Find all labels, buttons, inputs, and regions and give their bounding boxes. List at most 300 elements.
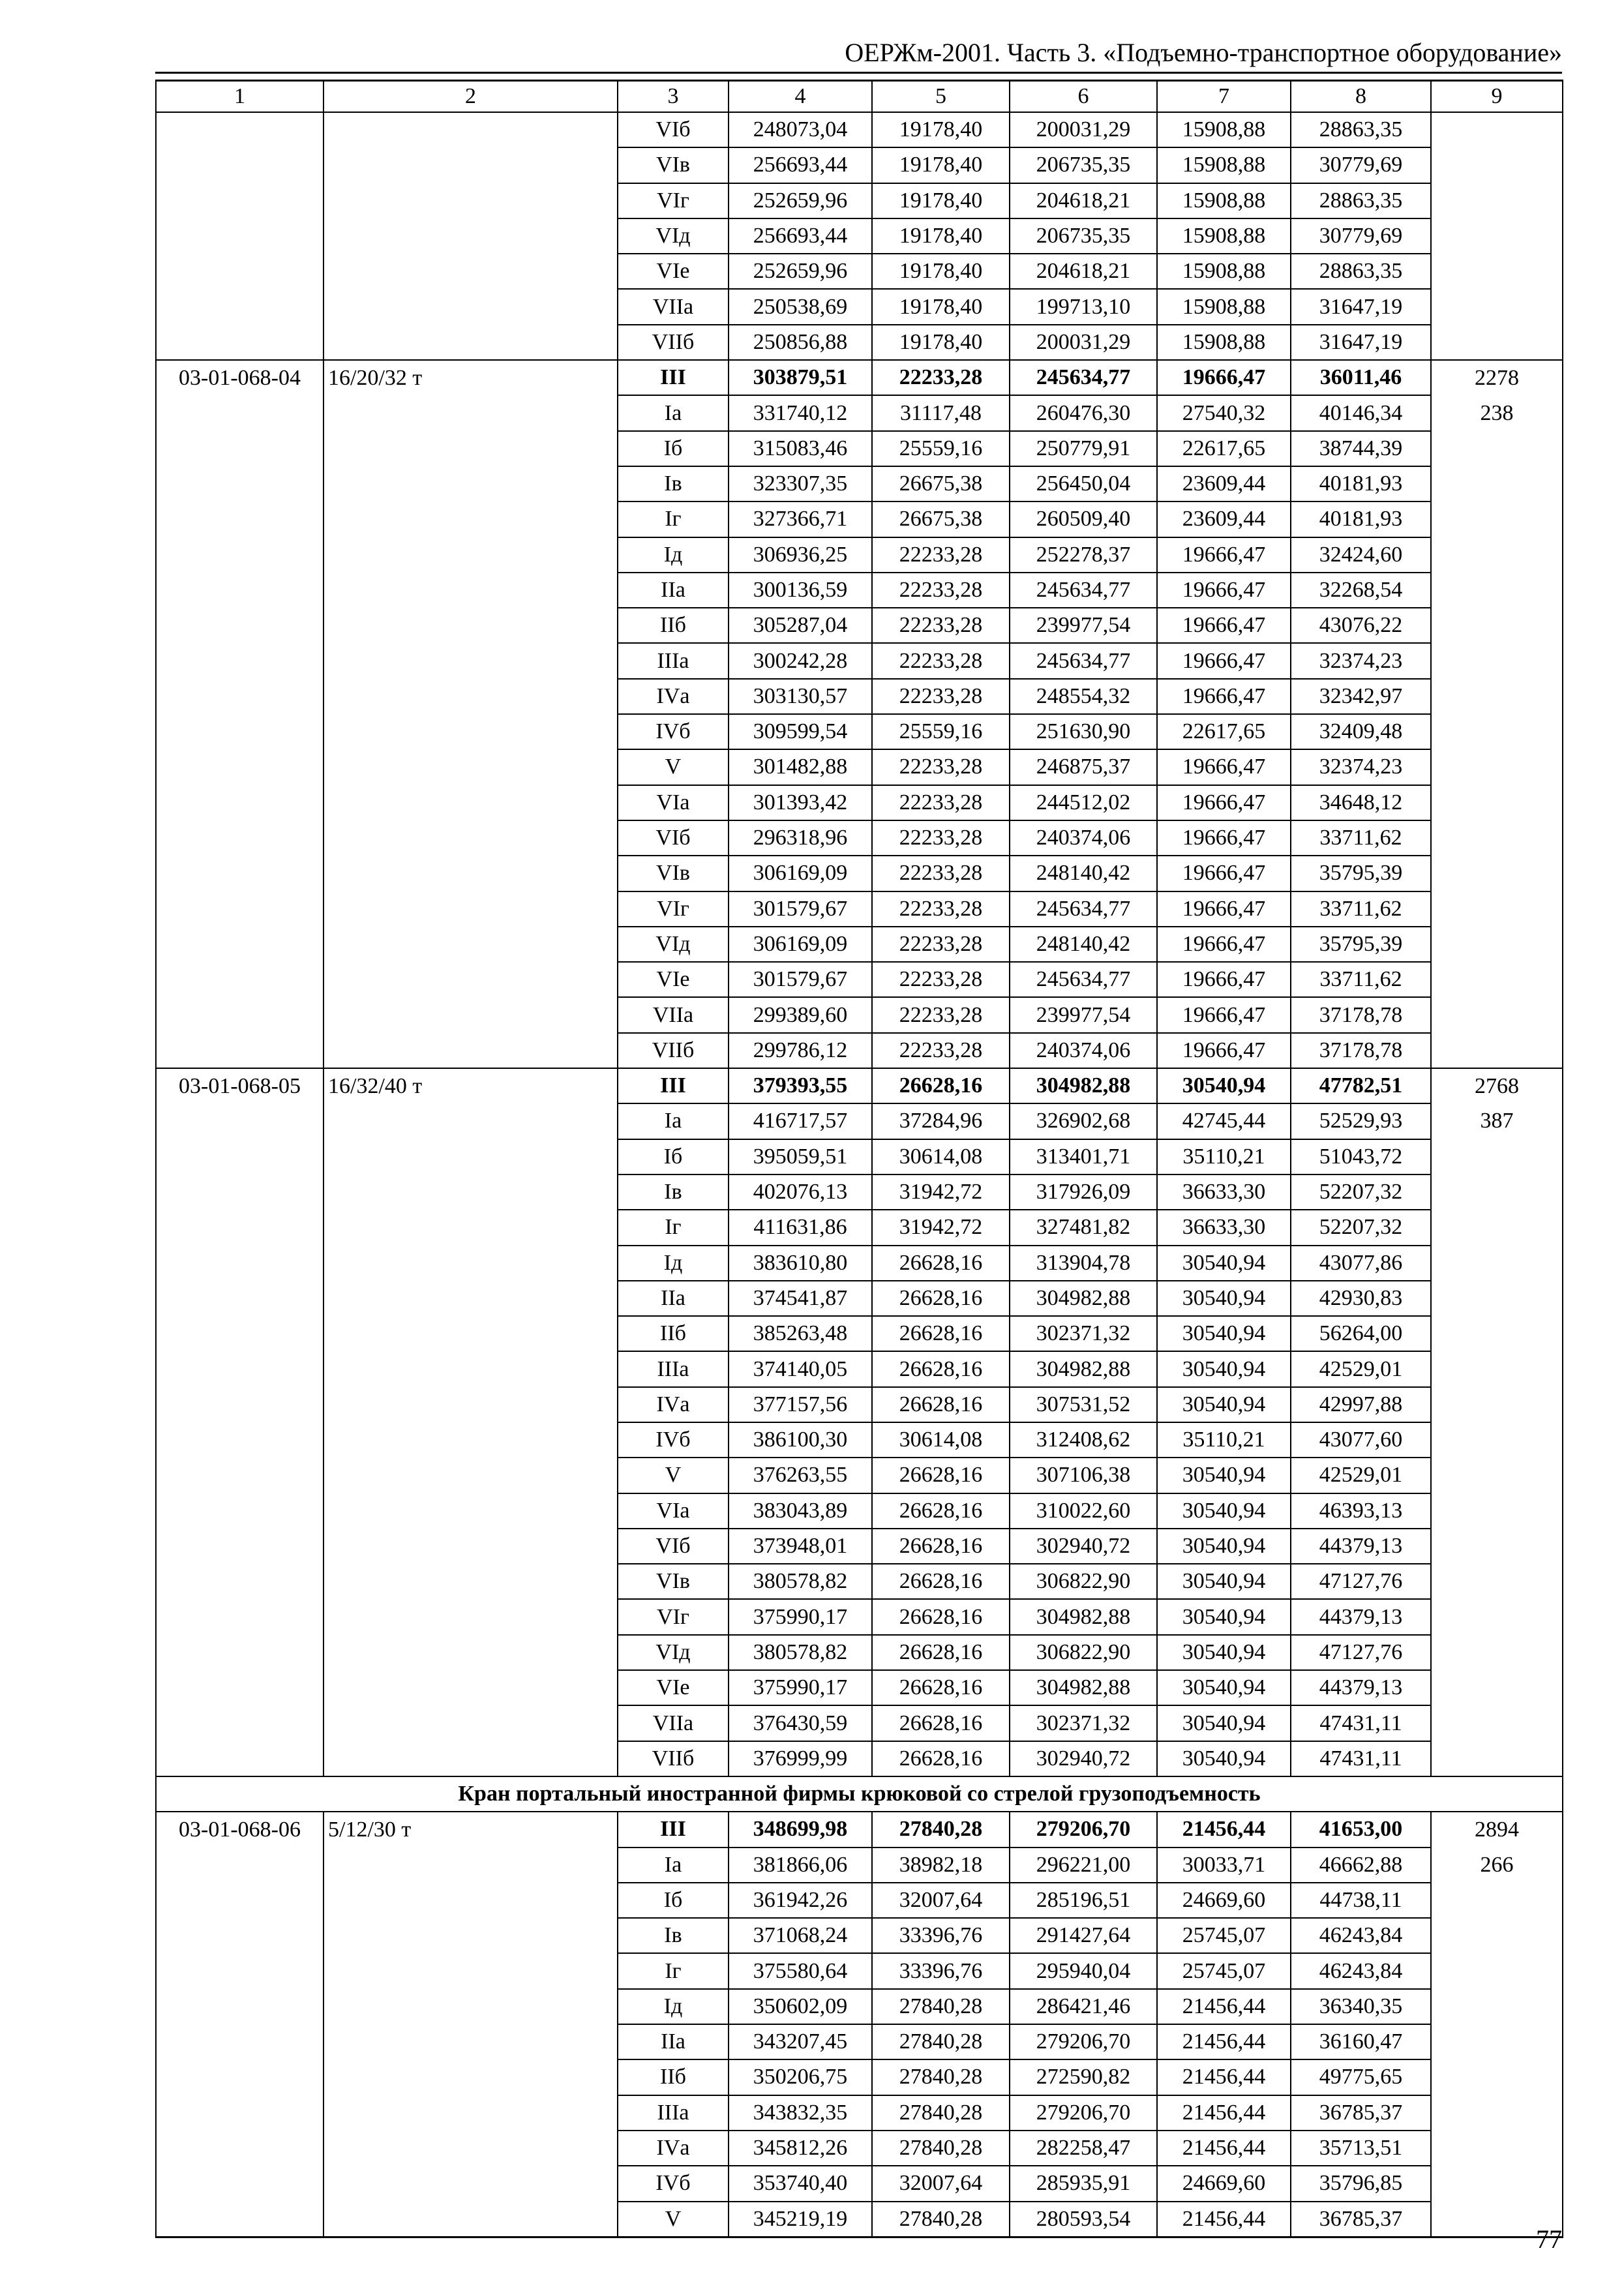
capacity-cell [323,820,618,856]
machine-cost-cell: 326902,68 [1010,1103,1157,1139]
zone-cell: IIа [618,1281,729,1316]
total-cost-cell: 376263,55 [729,1458,872,1493]
machine-cost-cell: 245634,77 [1010,891,1157,927]
total-cost-cell: 373948,01 [729,1529,872,1564]
machinist-wages-cell: 15908,88 [1157,289,1291,324]
machinist-wages-cell: 19666,47 [1157,785,1291,820]
total-cost-cell: 343207,45 [729,2024,872,2059]
total-cost-cell: 348699,98 [729,1812,872,1847]
table-row [156,1422,1563,1458]
materials-cell: 46243,84 [1291,1953,1431,1988]
total-cost-cell: 296318,96 [729,820,872,856]
zone-cell: VIIа [618,997,729,1032]
total-cost-cell: 250856,88 [729,325,872,360]
machinist-wages-cell: 42745,44 [1157,1103,1291,1139]
table-row [156,1351,1563,1386]
capacity-cell [323,1883,618,1918]
machine-cost-cell: 285196,51 [1010,1883,1157,1918]
zone-cell: VIе [618,962,729,997]
zone-cell: VIIб [618,325,729,360]
capacity-cell [323,1281,618,1316]
wages-cell: 22233,28 [872,820,1010,856]
zone-cell: VIб [618,820,729,856]
wages-cell: 22233,28 [872,608,1010,643]
table-row [156,325,1563,360]
table-row [156,1705,1563,1741]
labor-cell: 2894 [1431,1812,1563,1847]
total-cost-cell: 374541,87 [729,1281,872,1316]
wages-cell: 31942,72 [872,1210,1010,1245]
materials-cell: 28863,35 [1291,254,1431,289]
machine-cost-cell: 251630,90 [1010,714,1157,749]
materials-cell: 41653,00 [1291,1812,1431,1847]
capacity-cell [323,1210,618,1245]
table-row [156,395,1563,430]
code-cell [156,2024,323,2059]
capacity-cell [323,1139,618,1174]
table-row [156,466,1563,501]
table-row [156,2095,1563,2131]
materials-cell: 33711,62 [1291,891,1431,927]
code-cell [156,927,323,962]
materials-cell: 47782,51 [1291,1068,1431,1103]
wages-cell: 22233,28 [872,1033,1010,1068]
zone-cell: IIа [618,2024,729,2059]
wages-cell: 22233,28 [872,537,1010,573]
table-row [156,431,1563,466]
capacity-cell [323,891,618,927]
labor-cell [1431,1918,1563,1953]
machinist-wages-cell: 24669,60 [1157,1883,1291,1918]
code-cell [156,1635,323,1670]
column-number: 6 [1010,81,1157,113]
machinist-wages-cell: 19666,47 [1157,608,1291,643]
wages-cell: 22233,28 [872,573,1010,608]
labor-cell [1431,1670,1563,1705]
total-cost-cell: 256693,44 [729,218,872,254]
zone-cell: VIб [618,112,729,147]
zone-cell: Iб [618,1139,729,1174]
labor-cell [1431,289,1563,324]
column-number: 2 [323,81,618,113]
capacity-cell [323,1564,618,1599]
capacity-cell [323,997,618,1032]
materials-cell: 36785,37 [1291,2095,1431,2131]
zone-cell: V [618,2202,729,2237]
materials-cell: 52529,93 [1291,1103,1431,1139]
materials-cell: 43076,22 [1291,608,1431,643]
total-cost-cell: 300136,59 [729,573,872,608]
code-cell: 03-01-068-04 [156,360,323,395]
wages-cell: 26628,16 [872,1670,1010,1705]
capacity-cell [323,1670,618,1705]
zone-cell: IIIа [618,1351,729,1386]
labor-cell [1431,1458,1563,1493]
machine-cost-cell: 260476,30 [1010,395,1157,430]
capacity-cell [323,608,618,643]
materials-cell: 30779,69 [1291,147,1431,183]
column-number: 7 [1157,81,1291,113]
zone-cell: VIд [618,1635,729,1670]
code-cell [156,785,323,820]
table-row [156,1493,1563,1529]
machine-cost-cell: 279206,70 [1010,2024,1157,2059]
labor-cell [1431,891,1563,927]
machine-cost-cell: 279206,70 [1010,2095,1157,2131]
materials-cell: 31647,19 [1291,289,1431,324]
capacity-cell [323,1174,618,1210]
wages-cell: 33396,76 [872,1918,1010,1953]
code-cell [156,147,323,183]
materials-cell: 42997,88 [1291,1387,1431,1422]
machine-cost-cell: 282258,47 [1010,2131,1157,2166]
capacity-cell [323,147,618,183]
zone-cell: VIе [618,1670,729,1705]
code-cell: 03-01-068-05 [156,1068,323,1103]
machine-cost-cell: 307106,38 [1010,1458,1157,1493]
zone-cell: IVб [618,1422,729,1458]
capacity-cell [323,2131,618,2166]
labor-cell [1431,2024,1563,2059]
total-cost-cell: 343832,35 [729,2095,872,2131]
materials-cell: 47431,11 [1291,1741,1431,1776]
code-cell [156,1529,323,1564]
machinist-wages-cell: 19666,47 [1157,537,1291,573]
materials-cell: 30779,69 [1291,218,1431,254]
machine-cost-cell: 296221,00 [1010,1848,1157,1883]
materials-cell: 32424,60 [1291,537,1431,573]
wages-cell: 22233,28 [872,749,1010,785]
machinist-wages-cell: 21456,44 [1157,2095,1291,2131]
total-cost-cell: 309599,54 [729,714,872,749]
zone-cell: VIд [618,927,729,962]
machine-cost-cell: 304982,88 [1010,1281,1157,1316]
machinist-wages-cell: 19666,47 [1157,643,1291,678]
machinist-wages-cell: 30033,71 [1157,1848,1291,1883]
table-row [156,147,1563,183]
total-cost-cell: 327366,71 [729,501,872,537]
machine-cost-cell: 295940,04 [1010,1953,1157,1988]
machinist-wages-cell: 19666,47 [1157,927,1291,962]
labor-cell: 2278 [1431,360,1563,395]
table-row [156,218,1563,254]
wages-cell: 26628,16 [872,1281,1010,1316]
labor-cell [1431,962,1563,997]
column-number: 1 [156,81,323,113]
materials-cell: 42930,83 [1291,1281,1431,1316]
table-row [156,1635,1563,1670]
machine-cost-cell: 285935,91 [1010,2166,1157,2201]
machine-cost-cell: 204618,21 [1010,254,1157,289]
code-cell [156,1741,323,1776]
wages-cell: 19178,40 [872,325,1010,360]
total-cost-cell: 252659,96 [729,254,872,289]
code-cell [156,1458,323,1493]
code-cell [156,2059,323,2095]
zone-cell: Iд [618,537,729,573]
zone-cell: IVа [618,679,729,714]
zone-cell: VIв [618,1564,729,1599]
labor-cell [1431,927,1563,962]
capacity-cell [323,643,618,678]
code-cell [156,856,323,891]
machine-cost-cell: 302371,32 [1010,1316,1157,1351]
wages-cell: 26628,16 [872,1529,1010,1564]
total-cost-cell: 301393,42 [729,785,872,820]
machinist-wages-cell: 30540,94 [1157,1068,1291,1103]
code-cell [156,218,323,254]
total-cost-cell: 331740,12 [729,395,872,430]
zone-cell: VIIа [618,1705,729,1741]
table-row [156,1564,1563,1599]
materials-cell: 52207,32 [1291,1174,1431,1210]
wages-cell: 19178,40 [872,147,1010,183]
capacity-cell: 5/12/30 т [323,1812,618,1847]
labor-cell [1431,785,1563,820]
code-cell [156,962,323,997]
code-cell [156,1918,323,1953]
zone-cell: VIIб [618,1741,729,1776]
code-cell [156,1953,323,1988]
total-cost-cell: 371068,24 [729,1918,872,1953]
code-cell [156,749,323,785]
machinist-wages-cell: 30540,94 [1157,1493,1291,1529]
machine-cost-cell: 248140,42 [1010,856,1157,891]
wages-cell: 27840,28 [872,1812,1010,1847]
materials-cell: 43077,60 [1291,1422,1431,1458]
labor-cell: 266 [1431,1848,1563,1883]
code-cell [156,643,323,678]
materials-cell: 42529,01 [1291,1458,1431,1493]
total-cost-cell: 303130,57 [729,679,872,714]
capacity-cell: 16/20/32 т [323,360,618,395]
materials-cell: 44379,13 [1291,1670,1431,1705]
code-cell [156,1387,323,1422]
machinist-wages-cell: 21456,44 [1157,1989,1291,2024]
materials-cell: 47127,76 [1291,1564,1431,1599]
materials-cell: 36785,37 [1291,2202,1431,2237]
wages-cell: 26628,16 [872,1564,1010,1599]
materials-cell: 31647,19 [1291,325,1431,360]
zone-cell: VIа [618,785,729,820]
code-cell [156,183,323,218]
total-cost-cell: 383610,80 [729,1246,872,1281]
labor-cell [1431,1210,1563,1245]
machine-cost-cell: 245634,77 [1010,360,1157,395]
code-cell [156,1351,323,1386]
machine-cost-cell: 286421,46 [1010,1989,1157,2024]
materials-cell: 47431,11 [1291,1705,1431,1741]
materials-cell: 37178,78 [1291,997,1431,1032]
page-header: ОЕРЖм-2001. Часть 3. «Подъемно-транспортное оборудование» [845,38,1562,67]
total-cost-cell: 375580,64 [729,1953,872,1988]
machinist-wages-cell: 30540,94 [1157,1564,1291,1599]
table-row [156,289,1563,324]
wages-cell: 27840,28 [872,2095,1010,2131]
wages-cell: 30614,08 [872,1422,1010,1458]
machinist-wages-cell: 22617,65 [1157,714,1291,749]
zone-cell: IIб [618,2059,729,2095]
total-cost-cell: 361942,26 [729,1883,872,1918]
capacity-cell [323,1599,618,1634]
wages-cell: 26675,38 [872,466,1010,501]
machinist-wages-cell: 30540,94 [1157,1458,1291,1493]
total-cost-cell: 299389,60 [729,997,872,1032]
materials-cell: 32342,97 [1291,679,1431,714]
wages-cell: 26628,16 [872,1351,1010,1386]
table-row [156,820,1563,856]
wages-cell: 22233,28 [872,927,1010,962]
zone-cell: Iг [618,1953,729,1988]
zone-cell: Iв [618,1174,729,1210]
labor-cell [1431,325,1563,360]
machine-cost-cell: 310022,60 [1010,1493,1157,1529]
machine-cost-cell: 306822,90 [1010,1564,1157,1599]
wages-cell: 26628,16 [872,1458,1010,1493]
zone-cell: VIв [618,147,729,183]
table-row [156,608,1563,643]
machine-cost-cell: 260509,40 [1010,501,1157,537]
labor-cell [1431,2095,1563,2131]
materials-cell: 40146,34 [1291,395,1431,430]
table-row [156,1883,1563,1918]
table-row [156,1458,1563,1493]
machine-cost-cell: 304982,88 [1010,1068,1157,1103]
capacity-cell [323,679,618,714]
table-row [156,254,1563,289]
zone-cell: VIб [618,1529,729,1564]
total-cost-cell: 305287,04 [729,608,872,643]
machinist-wages-cell: 30540,94 [1157,1316,1291,1351]
page-number: 77 [1536,2224,1562,2254]
materials-cell: 32268,54 [1291,573,1431,608]
table-row [156,679,1563,714]
table-row [156,2131,1563,2166]
table-row [156,749,1563,785]
machine-cost-cell: 279206,70 [1010,1812,1157,1847]
labor-cell [1431,2166,1563,2201]
wages-cell: 19178,40 [872,218,1010,254]
machine-cost-cell: 204618,21 [1010,183,1157,218]
materials-cell: 44379,13 [1291,1529,1431,1564]
machinist-wages-cell: 19666,47 [1157,856,1291,891]
table-row [156,2059,1563,2095]
machinist-wages-cell: 36633,30 [1157,1210,1291,1245]
labor-cell [1431,1351,1563,1386]
table-row [156,1670,1563,1705]
materials-cell: 35795,39 [1291,856,1431,891]
column-number: 4 [729,81,872,113]
total-cost-cell: 375990,17 [729,1670,872,1705]
machinist-wages-cell: 30540,94 [1157,1635,1291,1670]
table-row [156,927,1563,962]
labor-cell [1431,608,1563,643]
total-cost-cell: 374140,05 [729,1351,872,1386]
zone-cell: IVб [618,2166,729,2201]
capacity-cell [323,2024,618,2059]
capacity-cell [323,112,618,147]
machine-cost-cell: 312408,62 [1010,1422,1157,1458]
capacity-cell [323,1103,618,1139]
capacity-cell [323,1316,618,1351]
wages-cell: 26628,16 [872,1246,1010,1281]
zone-cell: III [618,360,729,395]
wages-cell: 27840,28 [872,2202,1010,2237]
total-cost-cell: 376999,99 [729,1741,872,1776]
capacity-cell [323,1387,618,1422]
table-row [156,183,1563,218]
machine-cost-cell: 206735,35 [1010,147,1157,183]
machinist-wages-cell: 19666,47 [1157,360,1291,395]
wages-cell: 32007,64 [872,2166,1010,2201]
total-cost-cell: 385263,48 [729,1316,872,1351]
materials-cell: 42529,01 [1291,1351,1431,1386]
machinist-wages-cell: 23609,44 [1157,501,1291,537]
materials-cell: 56264,00 [1291,1316,1431,1351]
machine-cost-cell: 240374,06 [1010,1033,1157,1068]
code-cell [156,2095,323,2131]
code-cell [156,1174,323,1210]
total-cost-cell: 250538,69 [729,289,872,324]
zone-cell: VIг [618,1599,729,1634]
wages-cell: 26628,16 [872,1493,1010,1529]
zone-cell: VIIб [618,1033,729,1068]
zone-cell: VIг [618,183,729,218]
zone-cell: VIIа [618,289,729,324]
machinist-wages-cell: 35110,21 [1157,1422,1291,1458]
zone-cell: III [618,1812,729,1847]
machine-cost-cell: 200031,29 [1010,112,1157,147]
total-cost-cell: 381866,06 [729,1848,872,1883]
wages-cell: 22233,28 [872,643,1010,678]
machine-cost-cell: 206735,35 [1010,218,1157,254]
capacity-cell [323,431,618,466]
labor-cell [1431,254,1563,289]
total-cost-cell: 248073,04 [729,112,872,147]
capacity-cell [323,1918,618,1953]
zone-cell: IIIа [618,2095,729,2131]
machinist-wages-cell: 21456,44 [1157,2202,1291,2237]
labor-cell [1431,1741,1563,1776]
table-row [156,1387,1563,1422]
materials-cell: 28863,35 [1291,112,1431,147]
zone-cell: V [618,749,729,785]
table-row [156,2024,1563,2059]
section-title: Кран портальный иностранной фирмы крюковой со стрелой грузоподъемность [156,1776,1563,1812]
labor-cell [1431,1529,1563,1564]
wages-cell: 26628,16 [872,1705,1010,1741]
table-row [156,1068,1563,1103]
capacity-cell [323,1953,618,1988]
machinist-wages-cell: 25745,07 [1157,1918,1291,1953]
labor-cell [1431,1883,1563,1918]
materials-cell: 36160,47 [1291,2024,1431,2059]
wages-cell: 26628,16 [872,1599,1010,1634]
machine-cost-cell: 240374,06 [1010,820,1157,856]
code-cell [156,1210,323,1245]
total-cost-cell: 350206,75 [729,2059,872,2095]
materials-cell: 46662,88 [1291,1848,1431,1883]
materials-cell: 38744,39 [1291,431,1431,466]
machinist-wages-cell: 25745,07 [1157,1953,1291,1988]
wages-cell: 22233,28 [872,679,1010,714]
machine-cost-cell: 248554,32 [1010,679,1157,714]
labor-cell [1431,1705,1563,1741]
table-row [156,891,1563,927]
code-cell [156,1033,323,1068]
capacity-cell [323,856,618,891]
machine-cost-cell: 239977,54 [1010,997,1157,1032]
